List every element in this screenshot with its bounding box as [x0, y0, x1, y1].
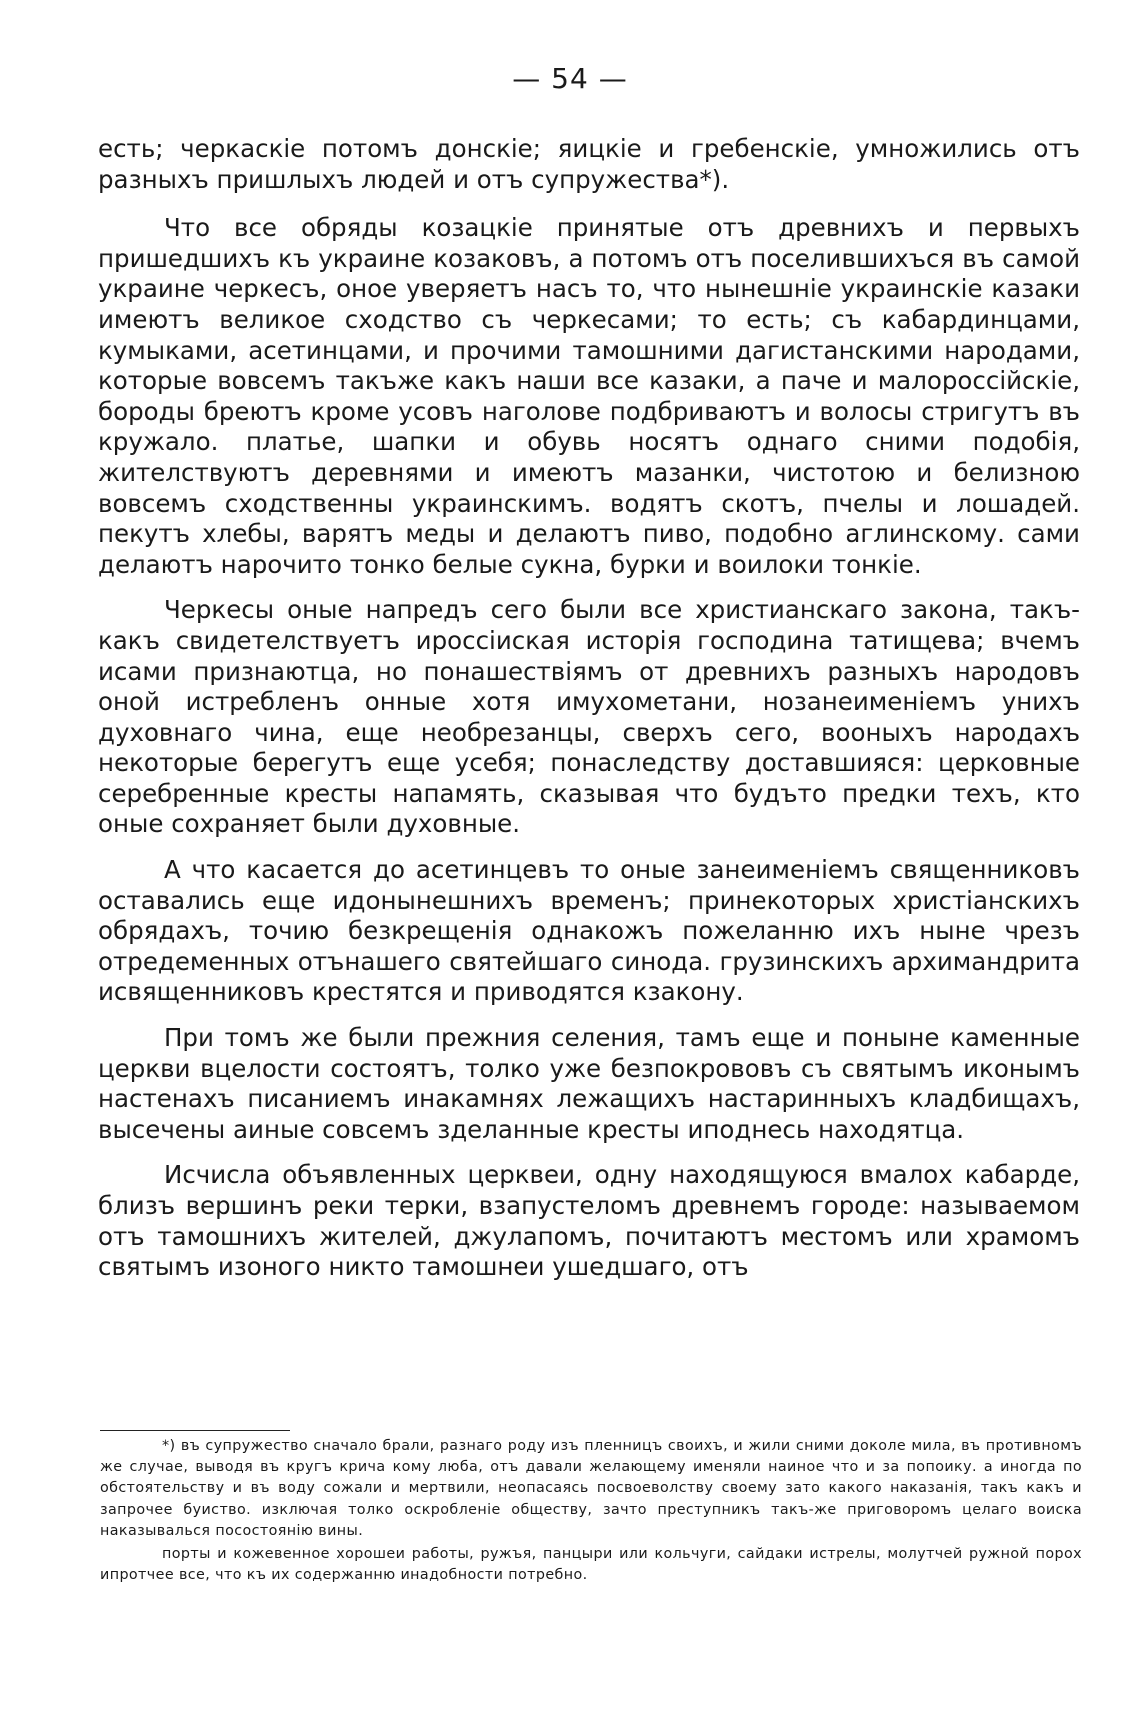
paragraph: Исчисла объявленных церквеи, одну находящуюся вмалох кабарде, близъ вершинъ реки терки, взапустеломъ древнемъ городе: называемом отъ тамошнихъ жителей, джулапомъ, почитаютъ местомъ или храмомъ святымъ изоного никто тамошнеи ушедшаго, отъ [98, 1160, 1080, 1282]
footnote-divider [100, 1430, 290, 1431]
paragraph: А что касается до асетинцевъ то оные занеименіемъ священниковъ оставались еще идонынешнихъ временъ; принекоторых христіанскихъ обрядахъ, точию безкрещенія однакожъ пожеланню ихъ ныне чрезъ отредеменных отънашего святейшаго синода. грузинскихъ архимандрита исвященниковъ крестятся и приводятся кзакону. [98, 855, 1080, 1007]
footnotes [100, 1436, 1082, 1586]
paragraph-continued: есть; черкаскіе потомъ донскіе; яицкіе и гребенскіе, умножились отъ разныхъ пришлыхъ людей и отъ супружества*). [98, 134, 1080, 194]
footnote: *) въ супружество сначало брали, разнаго роду изъ пленницъ своихъ, и жили сними доколе мила, въ противномъ же случае, выводя въ кругъ крича кому люба, отъ давали желающему именяли наиное что и за попоику. а иногда по обстоятельству и въ воду сожали и мертвили, неопасаясь посвоеволству своему зато какого наказанія, такъ какъ и запрочее буиство. изключая толко оскробленіе обществу, зачто преступникъ такъ-же приговоромъ целаго воиска наказывалься посостоянію вины. [100, 1438, 1082, 1539]
footnote-continued: порты и кожевенное хорошеи работы, ружъя, панцыри или кольчуги, сайдаки истрелы, молутчей ружной порох ипротчее все, что къ их содержанню инадобности потребно. [100, 1546, 1082, 1584]
paragraph: Что все обряды козацкіе принятые отъ древнихъ и первыхъ пришедшихъ къ украине козаковъ, а потомъ отъ поселившихъся въ самой украине черкесъ, оное уверяетъ насъ то, что нынешніе украинскіе казаки имеютъ великое сходство съ черкесами; то есть; съ кабардинцами, кумыками, асетинцами, и прочими тамошними дагистанскими народами, которые вовсемъ такъже какъ наши все казаки, а паче и малороссійскіе, бороды бреютъ кроме усовъ наголове подбриваютъ и волосы стригутъ въ кружало. платье, шапки и обувь носятъ однаго сними подобія, жителствуютъ деревнями и имеютъ мазанки, чистотою и белизною вовсемъ сходственны украинскимъ. водятъ скотъ, пчелы и лошадей. пекутъ хлебы, варятъ меды и делаютъ пиво, подобно аглинскому. сами делаютъ нарочито тонко белые сукна, бурки и воилоки тонкіе. [98, 213, 1080, 579]
main-text [98, 134, 1080, 1283]
paragraph: Черкесы оные напредъ сего были все христианскаго закона, такъ-какъ свидетелствуетъ ироссіиская исторія господина татищева; вчемъ исами признаютца, но понашествіямъ от древнихъ разныхъ народовъ оной истребленъ онные хотя имухометани, нозанеименіемъ унихъ духовнаго чина, еще необрезанцы, сверхъ сего, вооныхъ народахъ некоторые берегутъ еще усебя; понаследству доставшияся: церковные серебренные кресты напамять, сказывая что будъто предки техъ, кто оные сохраняет были духовные. [98, 595, 1080, 839]
paragraph: При томъ же были прежния селения, тамъ еще и поныне каменные церкви вцелости состоятъ, толко уже безпокрововъ съ святымъ иконымъ настенахъ писаниемъ инакамнях лежащихъ настаринныхъ кладбищахъ, высечены аиные совсемъ зделанные кресты иподнесь находятца. [98, 1023, 1080, 1144]
page-number: — 54 — [512, 62, 628, 95]
